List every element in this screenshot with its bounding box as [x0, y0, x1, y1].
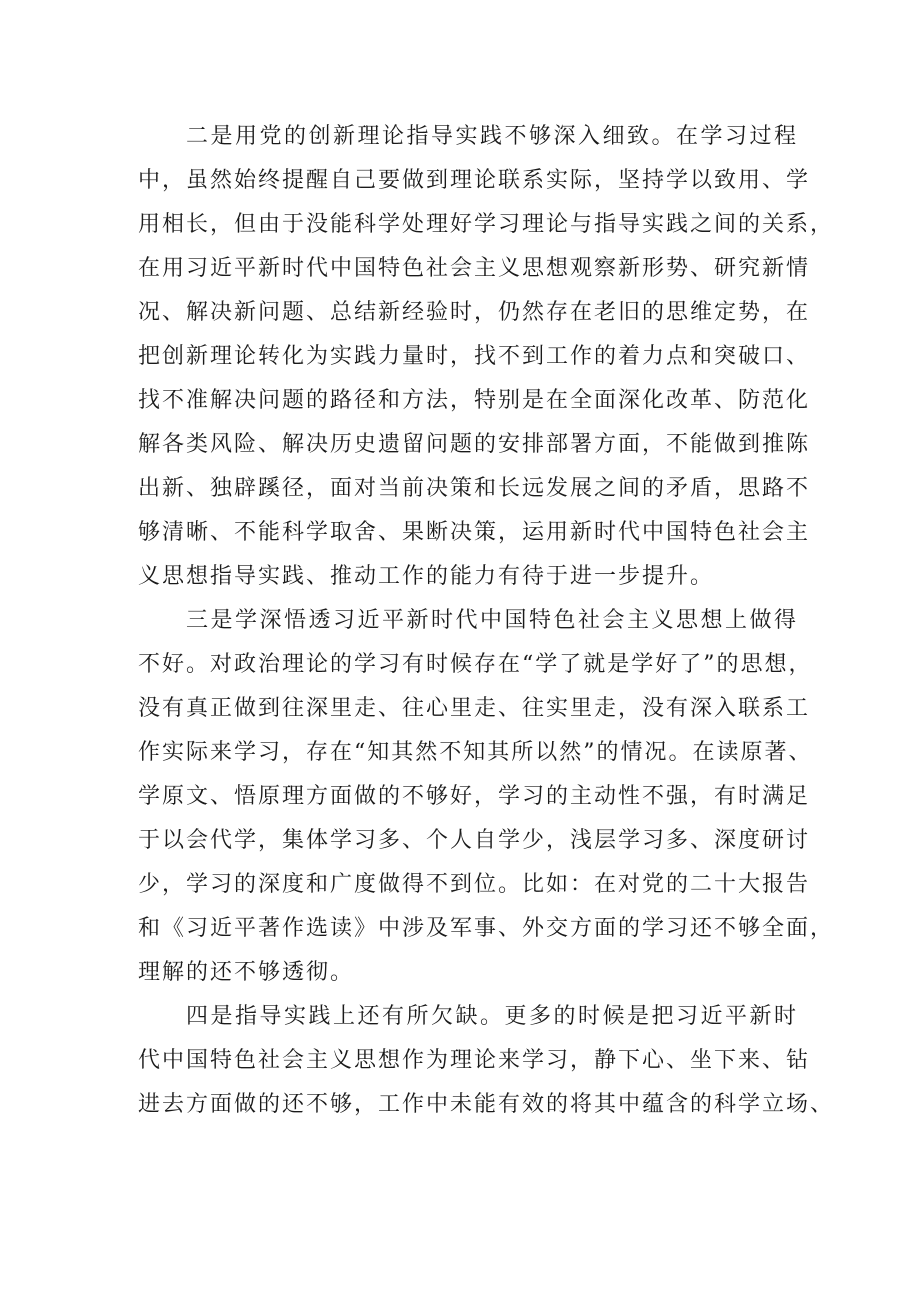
text-line: 于以会代学，集体学习多、个人自学少，浅层学习多、深度研讨 [138, 828, 811, 853]
paragraph-guiding-practice [138, 995, 835, 1127]
paragraph-deep-study [138, 599, 835, 995]
text-line: 义思想指导实践、推动工作的能力有待于进一步提升。 [138, 564, 715, 589]
text-line: 四是指导实践上还有所欠缺。更多的时候是把习近平新时 [186, 1004, 798, 1029]
text-line: 理解的还不够透彻。 [138, 960, 355, 985]
text-line: 没有真正做到往深里走、往心里走、往实里走，没有深入联系工 [138, 696, 811, 721]
text-line: 够清晰、不能科学取舍、果断决策，运用新时代中国特色社会主 [138, 520, 811, 545]
text-line: 不好。对政治理论的学习有时候存在“学了就是学好了”的思想， [138, 652, 813, 677]
paragraph-theory-practice [138, 115, 835, 599]
text-line: 二是用党的创新理论指导实践不够深入细致。在学习过程 [186, 124, 798, 149]
text-line: 作实际来学习，存在“知其然不知其所以然”的情况。在读原著、 [138, 740, 813, 765]
text-line: 中，虽然始终提醒自己要做到理论联系实际，坚持学以致用、学 [138, 168, 811, 193]
text-line: 解各类风险、解决历史遗留问题的安排部署方面，不能做到推陈 [138, 432, 811, 457]
text-line: 进去方面做的还不够，工作中未能有效的将其中蕴含的科学立场、 [138, 1092, 835, 1117]
text-line: 三是学深悟透习近平新时代中国特色社会主义思想上做得 [186, 608, 798, 633]
text-line: 况、解决新问题、总结新经验时，仍然存在老旧的思维定势，在 [138, 300, 811, 325]
text-line: 少，学习的深度和广度做得不到位。比如：在对党的二十大报告 [138, 872, 811, 897]
text-line: 代中国特色社会主义思想作为理论来学习，静下心、坐下来、钻 [138, 1048, 811, 1073]
document-body [138, 115, 835, 1127]
text-line: 出新、独辟蹊径，面对当前决策和长远发展之间的矛盾，思路不 [138, 476, 811, 501]
text-line: 学原文、悟原理方面做的不够好，学习的主动性不强，有时满足 [138, 784, 811, 809]
text-line: 把创新理论转化为实践力量时，找不到工作的着力点和突破口、 [138, 344, 811, 369]
text-line: 和《习近平著作选读》中涉及军事、外交方面的学习还不够全面， [138, 916, 835, 941]
text-line: 在用习近平新时代中国特色社会主义思想观察新形势、研究新情 [138, 256, 811, 281]
text-line: 用相长，但由于没能科学处理好学习理论与指导实践之间的关系， [138, 212, 835, 237]
text-line: 找不准解决问题的路径和方法，特别是在全面深化改革、防范化 [138, 388, 811, 413]
